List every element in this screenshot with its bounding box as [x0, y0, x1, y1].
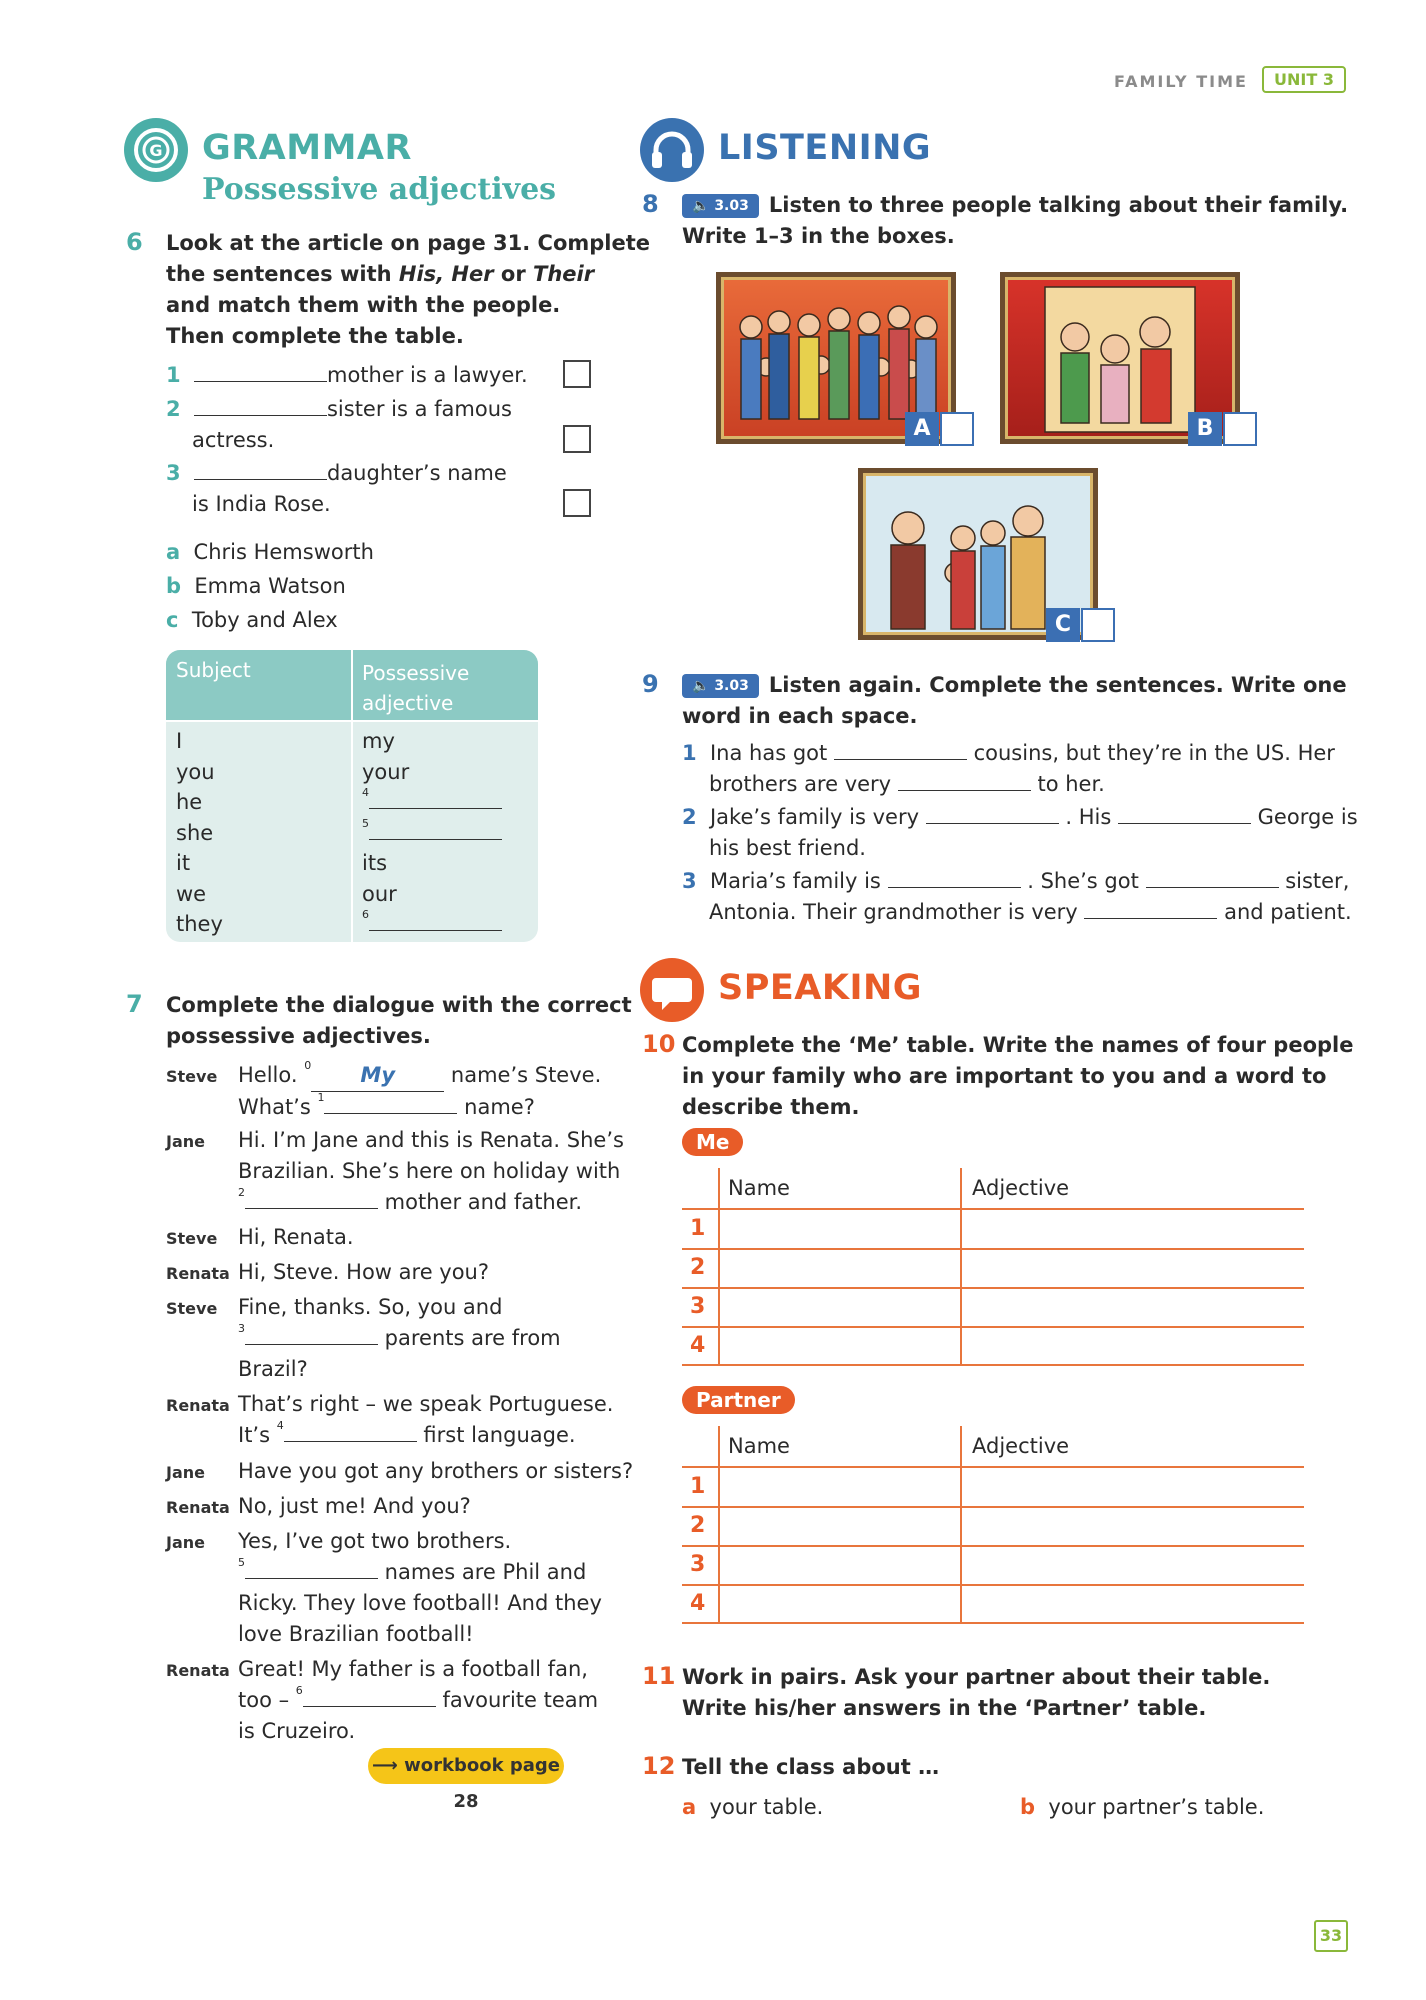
match-box-3[interactable]: [563, 489, 591, 517]
ex6-item-3: 3 daughter’s name: [166, 461, 507, 485]
arrow-icon: ⟶: [372, 1755, 405, 1776]
answer-blank[interactable]: [284, 1423, 417, 1442]
speaker-label: Renata: [166, 1498, 230, 1517]
answer-blank[interactable]: [245, 1190, 378, 1209]
headphones-icon: [640, 118, 704, 182]
exercise-11-number: 11: [642, 1662, 676, 1690]
exercise-7-instructions: Complete the dialogue with the correct possessive adjectives.: [166, 993, 632, 1048]
speaker-label: Renata: [166, 1661, 230, 1680]
table-header-possessive: Possessive adjective: [362, 661, 470, 715]
me-tag: Me: [682, 1128, 743, 1156]
dialogue-line: Fine, thanks. So, you and $^3$ parents are from Brazil?: [238, 1295, 561, 1381]
grammar-icon: [124, 118, 188, 182]
row-number: 1: [690, 1216, 706, 1241]
answer-blank[interactable]: [1084, 900, 1217, 919]
row-number: 4: [690, 1591, 706, 1616]
speaker-label: Renata: [166, 1396, 230, 1415]
exercise-12-instructions: Tell the class about …: [682, 1755, 940, 1779]
ex6-item-1: 1 mother is a lawyer.: [166, 363, 528, 387]
exercise-10-instructions: Complete the ‘Me’ table. Write the names of four people in your family who are important to you and a word to describe them.: [682, 1033, 1354, 1119]
match-box-1[interactable]: [563, 360, 591, 388]
answer-blank[interactable]: [888, 869, 1021, 888]
answer-blank[interactable]: [194, 397, 327, 416]
audio-track-button[interactable]: 🔈 3.03: [682, 194, 759, 218]
match-box-2[interactable]: [563, 425, 591, 453]
partner-table: [682, 1426, 1304, 1622]
dialogue-line: That’s right – we speak Portuguese. It’s $^4$ first language.: [238, 1392, 614, 1447]
ex12-option-b: b your partner’s table.: [1020, 1795, 1265, 1819]
exercise-8-instructions: 🔈 3.03 Listen to three people talking about their family. Write 1–3 in the boxes.: [682, 193, 1349, 248]
speaker-label: Steve: [166, 1299, 218, 1318]
dialogue-line: Yes, I’ve got two brothers. $^5$ names are Phil and Ricky. They love football! And they love Brazilian football!: [238, 1529, 602, 1646]
answer-blank[interactable]: [194, 363, 327, 382]
exercise-6-instructions: Look at the article on page 31. Complete the sentences with His, Her or Their and match them with the people. Then complete the table.: [166, 231, 651, 348]
dialogue-line: No, just me! And you?: [238, 1494, 471, 1518]
speaker-icon: 🔈: [692, 678, 715, 694]
col-adjective-header: Adjective: [972, 1176, 1070, 1200]
answer-blank[interactable]: [245, 1560, 378, 1579]
picture-label-c: C: [1046, 608, 1080, 642]
dialogue-line: Hi. I’m Jane and this is Renata. She’s Brazilian. She’s here on holiday with $^2$ mother and father.: [238, 1128, 624, 1214]
subjects-column: I you he she it we they: [176, 729, 223, 936]
adjectives-column: my your $^4$ $^5$ its our $^6$: [362, 726, 502, 940]
workbook-link[interactable]: ⟶ workbook page 28: [368, 1748, 564, 1784]
dialogue-line: Have you got any brothers or sisters?: [238, 1459, 634, 1483]
speaker-icon: 🔈: [692, 198, 715, 214]
answer-blank[interactable]: [369, 821, 502, 840]
row-number: 1: [690, 1474, 706, 1499]
row-number: 4: [690, 1333, 706, 1358]
answer-blank[interactable]: [834, 741, 967, 760]
speaker-label: Jane: [166, 1463, 205, 1482]
speech-bubble-icon: [640, 958, 704, 1022]
exercise-6-number: 6: [126, 228, 143, 256]
answer-blank[interactable]: [1146, 869, 1279, 888]
picture-label-b: B: [1188, 412, 1222, 446]
row-number: 3: [690, 1294, 706, 1319]
ex9-item-1: 1 Ina has got cousins, but they’re in the US. Her brothers are very to her.: [682, 741, 1335, 796]
grammar-title: GRAMMAR: [202, 128, 412, 168]
ex12-option-a: a your table.: [682, 1795, 824, 1819]
ex6-item-2-cont: actress.: [192, 428, 275, 452]
answer-box-a[interactable]: [940, 412, 974, 446]
answer-box-c[interactable]: [1081, 608, 1115, 642]
example-answer: My: [311, 1060, 444, 1092]
page-number: 33: [1314, 1920, 1348, 1952]
dialogue-line: Great! My father is a football fan, too – $^6$ favourite team is Cruzeiro.: [238, 1657, 599, 1743]
person-c: c Toby and Alex: [166, 608, 338, 632]
exercise-12-number: 12: [642, 1752, 676, 1780]
exercise-11-instructions: Work in pairs. Ask your partner about their table. Write his/her answers in the ‘Partner’ table.: [682, 1665, 1271, 1720]
speaker-label: Steve: [166, 1229, 218, 1248]
exercise-8-number: 8: [642, 190, 659, 218]
speaker-label: Jane: [166, 1132, 205, 1151]
answer-blank[interactable]: [303, 1688, 436, 1707]
partner-tag: Partner: [682, 1386, 795, 1414]
ex9-item-2: 2 Jake’s family is very . His George is his best friend.: [682, 805, 1358, 860]
picture-label-a: A: [905, 412, 939, 446]
dialogue-line: Hi, Steve. How are you?: [238, 1260, 490, 1284]
svg-text:G: G: [149, 141, 163, 160]
exercise-7-number: 7: [126, 990, 143, 1018]
answer-blank[interactable]: [245, 1326, 378, 1345]
col-name-header: Name: [728, 1434, 790, 1458]
exercise-10-number: 10: [642, 1030, 676, 1058]
col-adjective-header: Adjective: [972, 1434, 1070, 1458]
answer-blank[interactable]: [369, 912, 502, 931]
answer-blank[interactable]: [194, 461, 327, 480]
dialogue-line: Hi, Renata.: [238, 1225, 354, 1249]
ex9-item-3: 3 Maria’s family is . She’s got sister, Antonia. Their grandmother is very and patient.: [682, 869, 1352, 924]
ex6-item-2: 2 sister is a famous: [166, 397, 512, 421]
exercise-9-number: 9: [642, 670, 659, 698]
row-number: 3: [690, 1552, 706, 1577]
answer-blank[interactable]: [1118, 805, 1251, 824]
col-name-header: Name: [728, 1176, 790, 1200]
row-number: 2: [690, 1255, 706, 1280]
row-number: 2: [690, 1513, 706, 1538]
person-a: a Chris Hemsworth: [166, 540, 374, 564]
answer-blank[interactable]: [324, 1095, 457, 1114]
listening-title: LISTENING: [718, 128, 932, 168]
table-header-subject: Subject: [176, 658, 251, 682]
answer-box-b[interactable]: [1223, 412, 1257, 446]
me-table: [682, 1168, 1304, 1364]
possessive-table: [166, 650, 538, 942]
speaker-label: Renata: [166, 1264, 230, 1283]
section-header: FAMILY TIME: [1114, 72, 1248, 91]
speaker-label: Steve: [166, 1067, 218, 1086]
ex6-item-3-cont: is India Rose.: [192, 492, 331, 516]
exercise-9-instructions: 🔈 3.03 Listen again. Complete the sentences. Write one word in each space.: [682, 673, 1347, 728]
answer-blank[interactable]: [926, 805, 1059, 824]
unit-badge: UNIT 3: [1262, 66, 1346, 93]
answer-blank[interactable]: [369, 790, 502, 809]
grammar-subtitle: Possessive adjectives: [202, 172, 557, 207]
speaking-title: SPEAKING: [718, 968, 923, 1008]
speaker-label: Jane: [166, 1533, 205, 1552]
dialogue-line: Hello. $^0$ My name’s Steve. What’s $^1$ name?: [238, 1059, 602, 1119]
person-b: b Emma Watson: [166, 574, 346, 598]
audio-track-button[interactable]: 🔈 3.03: [682, 674, 759, 698]
answer-blank[interactable]: [898, 772, 1031, 791]
